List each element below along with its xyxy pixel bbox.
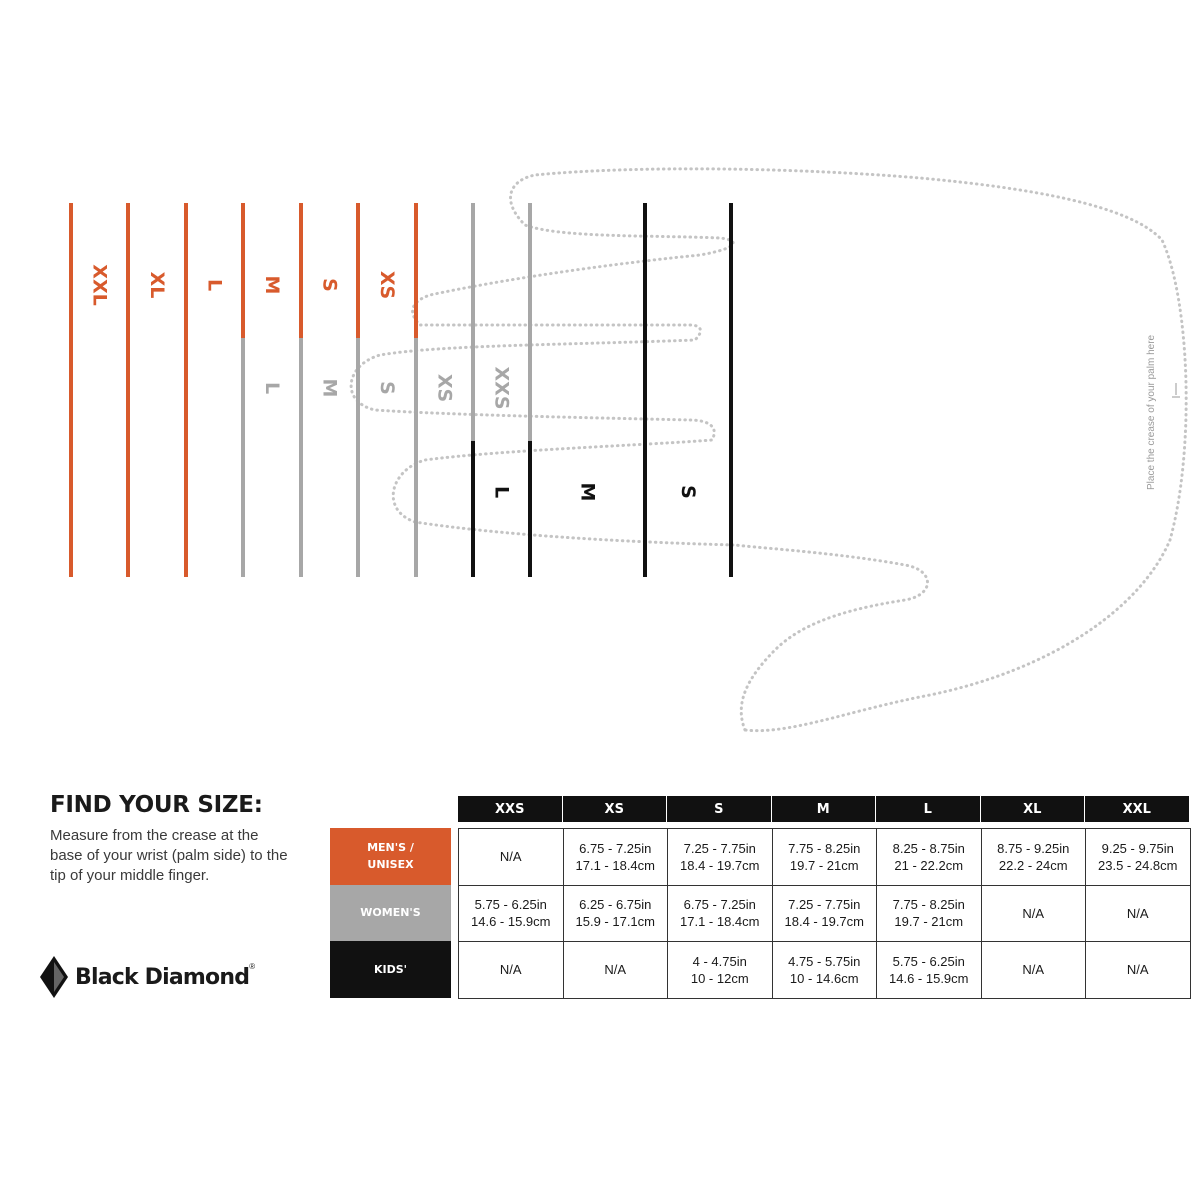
men-size-label: M [261,275,283,295]
table-cell: 7.75 - 8.25in 19.7 - 21cm [772,829,877,886]
men-size-label: XXL [88,264,111,306]
table-cell: 9.25 - 9.75in 23.5 - 24.8cm [1086,829,1191,886]
row-label: MEN'S / UNISEX [330,828,451,885]
men-size-label: XL [146,271,168,299]
diamond-logo-icon [40,956,68,998]
column-header-l: L [876,796,981,822]
table-cell: N/A [981,885,1086,942]
table-cell: 6.75 - 7.25in 17.1 - 18.4cm [668,885,773,942]
measuring-instructions: Measure from the crease at the base of your wrist (palm side) to the tip of your middle finger. [50,827,288,884]
men-size-label: XS [376,270,398,300]
table-cell: 4.75 - 5.75in 10 - 14.6cm [772,942,877,999]
row-label: WOMEN'S [330,885,451,942]
page-title: FIND YOUR SIZE: [50,792,263,818]
table-cell: 5.75 - 6.25in 14.6 - 15.9cm [459,885,564,942]
table-cell: 8.25 - 8.75in 21 - 22.2cm [877,829,982,886]
column-header-m: M [772,796,877,822]
table-cell: N/A [563,942,668,999]
table-cell: 6.25 - 6.75in 15.9 - 17.1cm [563,885,668,942]
women-size-label: S [376,381,398,395]
column-header-xl: XL [981,796,1086,822]
women-size-label: XXS [490,366,513,410]
column-header-xxl: XXL [1085,796,1190,822]
table-cell: N/A [981,942,1086,999]
brand-name: Black Diamond [75,964,250,990]
table-cell: N/A [1086,942,1191,999]
table-cell: 7.25 - 7.75in 18.4 - 19.7cm [772,885,877,942]
kids-size-label: L [490,485,513,499]
column-header-s: S [667,796,772,822]
registered-mark: ® [249,962,256,971]
size-table [458,828,1191,999]
table-row [459,829,1191,886]
table-cell: N/A [1086,885,1191,942]
column-header-xxs: XXS [458,796,563,822]
kids-size-label: S [677,485,699,499]
table-row [459,942,1191,999]
men-size-label: L [203,278,226,292]
kids-size-label: M [576,482,599,502]
table-cell: N/A [459,829,564,886]
table-cell: 8.75 - 9.25in 22.2 - 24cm [981,829,1086,886]
palm-instruction: Place the crease of your palm here [1146,334,1157,490]
men-size-label: S [318,278,341,292]
women-size-label: M [318,378,341,398]
hand-outline [351,169,1186,731]
table-cell: 7.25 - 7.75in 18.4 - 19.7cm [668,829,773,886]
palm-arrow-icon [1172,383,1180,397]
size-column-headers [458,796,1190,822]
table-cell: N/A [459,942,564,999]
women-size-label: L [261,381,283,395]
table-cell: 7.75 - 8.25in 19.7 - 21cm [877,885,982,942]
table-cell: 5.75 - 6.25in 14.6 - 15.9cm [877,942,982,999]
column-header-xs: XS [563,796,668,822]
row-label: KIDS' [330,941,451,998]
table-cell: 6.75 - 7.25in 17.1 - 18.4cm [563,829,668,886]
table-row [459,885,1191,942]
women-size-label: XS [433,373,456,403]
table-cell: 4 - 4.75in 10 - 12cm [668,942,773,999]
brand-logo [40,956,255,998]
group-row-labels [330,828,451,998]
